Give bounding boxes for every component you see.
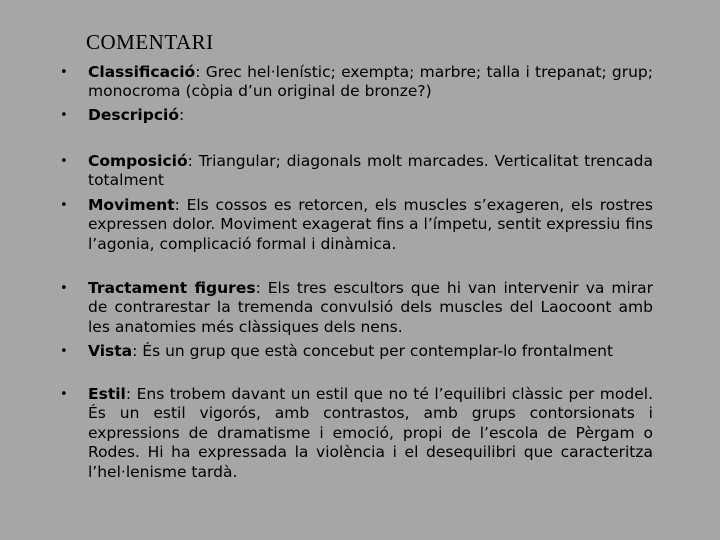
bullet-icon: • [60, 65, 68, 80]
item-separator: : [255, 279, 268, 297]
item-separator: : [125, 385, 137, 403]
item-label: Classificació [88, 63, 196, 81]
list-item-classificacio [60, 63, 653, 102]
item-label: Moviment [88, 196, 175, 214]
item-separator: : [179, 106, 185, 124]
list-item-tractament-figures [60, 279, 653, 337]
list-item-descripcio [60, 106, 653, 125]
list-item-moviment [60, 196, 653, 254]
item-separator: : [195, 63, 206, 81]
bullet-icon: • [60, 108, 68, 123]
bullet-icon: • [60, 198, 68, 213]
item-text: És un grup que està concebut per contemplar-lo frontalment [142, 342, 614, 360]
item-label: Descripció [88, 106, 179, 124]
item-label: Estil [88, 385, 126, 403]
bullet-icon: • [60, 154, 68, 169]
bullet-icon: • [60, 344, 68, 359]
item-label: Vista [88, 342, 133, 360]
item-text: Ens trobem davant un estil que no té l’equilibri clàssic per model. És un estil vigorós, amb contrastos, amb grups contorsionats i expressions de dramatisme i emoció, propi de l’escola de Pèrgam o Rodes. Hi ha expressada la violència i el desequilibri que caracteritza l’hel·lenisme tardà. [88, 385, 653, 481]
item-text: Triangular; diagonals molt marcades. Verticalitat trencada totalment [88, 152, 653, 190]
list-item-vista [60, 342, 653, 361]
bullet-icon: • [60, 387, 68, 402]
item-separator: : [187, 152, 199, 170]
list-item-composicio [60, 152, 653, 191]
item-separator: : [174, 196, 187, 214]
item-text: Grec hel·lenístic; exempta; marbre; talla i trepanat; grup; monocroma (còpia d’un original de bronze?) [88, 63, 653, 101]
slide-title: COMENTARI [86, 30, 214, 54]
item-label: Composició [88, 152, 188, 170]
list-item-estil [60, 385, 653, 482]
item-label: Tractament figures [88, 279, 256, 297]
bullet-icon: • [60, 281, 68, 296]
item-text: Els cossos es retorcen, els muscles s’exageren, els rostres expressen dolor. Moviment exagerat fins a l’ímpetu, sentit expressiu fins l’agonia, complicació formal i dinàmica. [88, 196, 653, 253]
item-separator: : [132, 342, 143, 360]
item-text: Els tres escultors que hi van intervenir va mirar de contrarestar la tremenda convulsió dels muscles del Laocoont amb les anatomies més clàssiques dels nens. [88, 279, 653, 336]
